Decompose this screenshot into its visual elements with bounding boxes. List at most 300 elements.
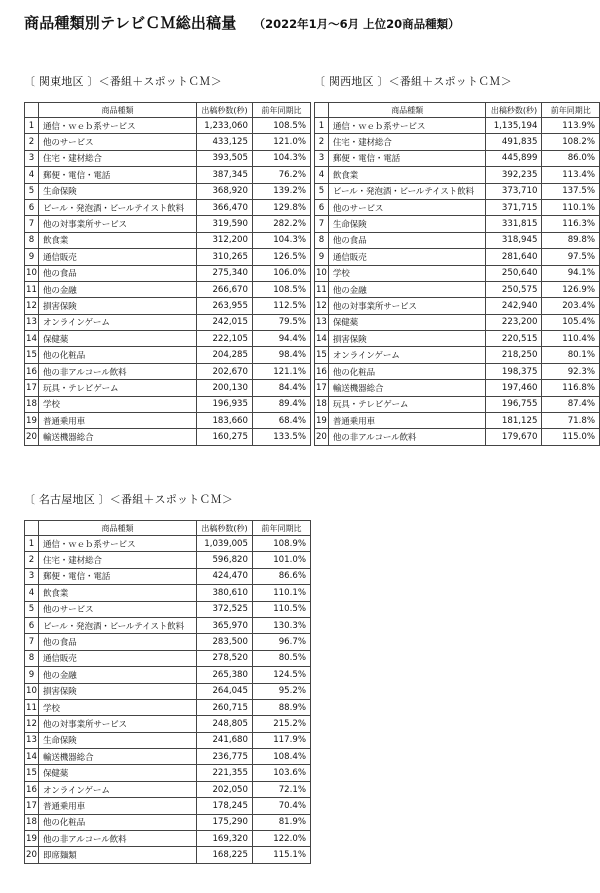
seconds-cell: 1,135,194 <box>486 118 542 134</box>
seconds-cell: 387,345 <box>197 167 253 183</box>
rank-cell: 5 <box>25 183 39 199</box>
rank-cell: 17 <box>25 798 39 814</box>
table-row <box>25 732 311 748</box>
ratio-cell: 137.5% <box>542 183 600 199</box>
category-cell: 飲食業 <box>39 585 197 601</box>
category-cell: 他の食品 <box>328 232 486 248</box>
category-cell: 他の化粧品 <box>39 347 197 363</box>
rank-cell: 1 <box>315 118 329 134</box>
category-cell: 他のサービス <box>39 134 197 150</box>
seconds-cell: 250,640 <box>486 265 542 281</box>
ratio-cell: 97.5% <box>542 249 600 265</box>
seconds-cell: 179,670 <box>486 429 542 445</box>
seconds-cell: 372,525 <box>197 601 253 617</box>
seconds-cell: 160,275 <box>197 429 253 445</box>
seconds-cell: 178,245 <box>197 798 253 814</box>
ratio-cell: 113.9% <box>542 118 600 134</box>
table-row <box>315 413 600 429</box>
ratio-cell: 72.1% <box>253 781 311 797</box>
table-row <box>25 167 311 183</box>
table-header-row <box>25 103 311 118</box>
table-row <box>315 265 600 281</box>
category-cell: 他の化粧品 <box>39 814 197 830</box>
category-cell: オンラインゲーム <box>39 314 197 330</box>
table-row <box>315 380 600 396</box>
table-row <box>315 314 600 330</box>
seconds-cell: 242,940 <box>486 298 542 314</box>
category-cell: 通信・ｗｅｂ系サービス <box>39 118 197 134</box>
table-row <box>25 814 311 830</box>
table-row <box>25 413 311 429</box>
table-row <box>25 429 311 445</box>
seconds-cell: 319,590 <box>197 216 253 232</box>
ratio-cell: 106.0% <box>253 265 311 281</box>
rank-cell: 3 <box>25 150 39 166</box>
category-cell: 他の対事業所サービス <box>39 716 197 732</box>
category-cell: 生命保険 <box>39 183 197 199</box>
ratio-cell: 121.0% <box>253 134 311 150</box>
seconds-cell: 168,225 <box>197 847 253 863</box>
header-category: 商品種類 <box>39 521 197 536</box>
kanto-ranking-table <box>24 102 311 446</box>
ratio-cell: 126.9% <box>542 281 600 297</box>
category-cell: 保健薬 <box>39 331 197 347</box>
header-category: 商品種類 <box>328 103 486 118</box>
ratio-cell: 96.7% <box>253 634 311 650</box>
rank-cell: 2 <box>25 134 39 150</box>
table-row <box>25 183 311 199</box>
seconds-cell: 310,265 <box>197 249 253 265</box>
seconds-cell: 366,470 <box>197 199 253 215</box>
ratio-cell: 80.5% <box>253 650 311 666</box>
ratio-cell: 124.5% <box>253 667 311 683</box>
table-row <box>315 134 600 150</box>
rank-cell: 15 <box>25 347 39 363</box>
page-title: 商品種類別テレビＣＭ総出稿量 <box>24 14 237 32</box>
category-cell: 飲食業 <box>328 167 486 183</box>
seconds-cell: 223,200 <box>486 314 542 330</box>
seconds-cell: 392,235 <box>486 167 542 183</box>
rank-cell: 5 <box>25 601 39 617</box>
rank-cell: 9 <box>315 249 329 265</box>
rank-cell: 6 <box>315 199 329 215</box>
ratio-cell: 80.1% <box>542 347 600 363</box>
header-ratio: 前年同期比 <box>253 103 311 118</box>
rank-cell: 8 <box>25 232 39 248</box>
table-row <box>25 347 311 363</box>
seconds-cell: 275,340 <box>197 265 253 281</box>
category-cell: 損害保険 <box>39 298 197 314</box>
category-cell: オンラインゲーム <box>328 347 486 363</box>
table-row <box>25 585 311 601</box>
ratio-cell: 94.4% <box>253 331 311 347</box>
seconds-cell: 373,710 <box>486 183 542 199</box>
rank-cell: 4 <box>25 167 39 183</box>
seconds-cell: 236,775 <box>197 749 253 765</box>
table-row <box>315 298 600 314</box>
header-rank <box>25 103 39 118</box>
rank-cell: 16 <box>25 363 39 379</box>
rank-cell: 9 <box>25 667 39 683</box>
table-row <box>315 429 600 445</box>
ratio-cell: 203.4% <box>542 298 600 314</box>
seconds-cell: 263,955 <box>197 298 253 314</box>
ratio-cell: 79.5% <box>253 314 311 330</box>
rank-cell: 2 <box>25 552 39 568</box>
ratio-cell: 121.1% <box>253 363 311 379</box>
category-cell: 学校 <box>39 699 197 715</box>
table-row <box>25 265 311 281</box>
ratio-cell: 110.1% <box>253 585 311 601</box>
seconds-cell: 281,640 <box>486 249 542 265</box>
rank-cell: 1 <box>25 536 39 552</box>
seconds-cell: 393,505 <box>197 150 253 166</box>
rank-cell: 10 <box>315 265 329 281</box>
rank-cell: 11 <box>25 699 39 715</box>
ratio-cell: 88.9% <box>253 699 311 715</box>
seconds-cell: 266,670 <box>197 281 253 297</box>
table-row <box>25 380 311 396</box>
ratio-cell: 115.0% <box>542 429 600 445</box>
header-seconds: 出稿秒数(秒) <box>486 103 542 118</box>
ratio-cell: 105.4% <box>542 314 600 330</box>
category-cell: 通信販売 <box>39 650 197 666</box>
ratio-cell: 130.3% <box>253 617 311 633</box>
rank-cell: 20 <box>25 847 39 863</box>
seconds-cell: 202,670 <box>197 363 253 379</box>
rank-cell: 13 <box>25 314 39 330</box>
nagoya-section-label: 〔 名古屋地区 〕＜番組＋スポットＣＭ＞ <box>24 493 233 506</box>
table-row <box>25 199 311 215</box>
table-row <box>315 183 600 199</box>
rank-cell: 12 <box>25 298 39 314</box>
rank-cell: 10 <box>25 265 39 281</box>
table-row <box>25 396 311 412</box>
rank-cell: 11 <box>315 281 329 297</box>
seconds-cell: 218,250 <box>486 347 542 363</box>
seconds-cell: 242,015 <box>197 314 253 330</box>
table-row <box>315 167 600 183</box>
rank-cell: 7 <box>25 634 39 650</box>
category-cell: 飲食業 <box>39 232 197 248</box>
rank-cell: 14 <box>315 331 329 347</box>
ratio-cell: 110.4% <box>542 331 600 347</box>
seconds-cell: 220,515 <box>486 331 542 347</box>
nagoya-section <box>24 492 311 864</box>
ratio-cell: 122.0% <box>253 831 311 847</box>
ratio-cell: 98.4% <box>253 347 311 363</box>
table-row <box>25 281 311 297</box>
table-row <box>315 199 600 215</box>
ratio-cell: 126.5% <box>253 249 311 265</box>
rank-cell: 19 <box>25 413 39 429</box>
rank-cell: 18 <box>315 396 329 412</box>
header-ratio: 前年同期比 <box>253 521 311 536</box>
seconds-cell: 202,050 <box>197 781 253 797</box>
ratio-cell: 76.2% <box>253 167 311 183</box>
header-ratio: 前年同期比 <box>542 103 600 118</box>
rank-cell: 17 <box>25 380 39 396</box>
category-cell: 即席麺類 <box>39 847 197 863</box>
category-cell: オンラインゲーム <box>39 781 197 797</box>
seconds-cell: 491,835 <box>486 134 542 150</box>
nagoya-ranking-table <box>24 520 311 864</box>
ratio-cell: 101.0% <box>253 552 311 568</box>
category-cell: 輸送機器総合 <box>39 749 197 765</box>
rank-cell: 3 <box>25 568 39 584</box>
kansai-ranking-table <box>314 102 600 446</box>
seconds-cell: 318,945 <box>486 232 542 248</box>
category-cell: 郵便・電信・電話 <box>39 167 197 183</box>
category-cell: 輸送機器総合 <box>328 380 486 396</box>
category-cell: 他の化粧品 <box>328 363 486 379</box>
rank-cell: 16 <box>315 363 329 379</box>
seconds-cell: 283,500 <box>197 634 253 650</box>
category-cell: 通信販売 <box>39 249 197 265</box>
table-row <box>25 601 311 617</box>
rank-cell: 12 <box>25 716 39 732</box>
seconds-cell: 221,355 <box>197 765 253 781</box>
category-cell: 普通乗用車 <box>39 798 197 814</box>
seconds-cell: 371,715 <box>486 199 542 215</box>
category-cell: 生命保険 <box>328 216 486 232</box>
category-cell: ビール・発泡酒・ビールテイスト飲料 <box>328 183 486 199</box>
kansai-section-label: 〔 関西地区 〕＜番組＋スポットＣＭ＞ <box>314 75 512 88</box>
category-cell: ビール・発泡酒・ビールテイスト飲料 <box>39 199 197 215</box>
rank-cell: 13 <box>315 314 329 330</box>
ratio-cell: 108.2% <box>542 134 600 150</box>
category-cell: ビール・発泡酒・ビールテイスト飲料 <box>39 617 197 633</box>
table-row <box>25 552 311 568</box>
table-row <box>315 249 600 265</box>
ratio-cell: 108.4% <box>253 749 311 765</box>
ratio-cell: 104.3% <box>253 232 311 248</box>
seconds-cell: 197,460 <box>486 380 542 396</box>
category-cell: 住宅・建材総合 <box>39 150 197 166</box>
rank-cell: 18 <box>25 814 39 830</box>
category-cell: 他の食品 <box>39 265 197 281</box>
ratio-cell: 89.4% <box>253 396 311 412</box>
seconds-cell: 368,920 <box>197 183 253 199</box>
category-cell: 住宅・建材総合 <box>39 552 197 568</box>
table-row <box>25 118 311 134</box>
seconds-cell: 248,805 <box>197 716 253 732</box>
seconds-cell: 265,380 <box>197 667 253 683</box>
category-cell: 通信・ｗｅｂ系サービス <box>39 536 197 552</box>
ratio-cell: 92.3% <box>542 363 600 379</box>
ratio-cell: 95.2% <box>253 683 311 699</box>
ratio-cell: 115.1% <box>253 847 311 863</box>
ratio-cell: 81.9% <box>253 814 311 830</box>
table-row <box>315 363 600 379</box>
ratio-cell: 215.2% <box>253 716 311 732</box>
rank-cell: 20 <box>315 429 329 445</box>
ratio-cell: 133.5% <box>253 429 311 445</box>
rank-cell: 18 <box>25 396 39 412</box>
ratio-cell: 110.1% <box>542 199 600 215</box>
header-rank <box>315 103 329 118</box>
ratio-cell: 94.1% <box>542 265 600 281</box>
category-cell: 他のサービス <box>39 601 197 617</box>
table-row <box>315 331 600 347</box>
rank-cell: 9 <box>25 249 39 265</box>
category-cell: 他のサービス <box>328 199 486 215</box>
rank-cell: 13 <box>25 732 39 748</box>
rank-cell: 20 <box>25 429 39 445</box>
table-row <box>25 650 311 666</box>
seconds-cell: 196,755 <box>486 396 542 412</box>
ratio-cell: 116.3% <box>542 216 600 232</box>
category-cell: 住宅・建材総合 <box>328 134 486 150</box>
rank-cell: 17 <box>315 380 329 396</box>
page-header <box>24 12 460 33</box>
table-row <box>25 568 311 584</box>
seconds-cell: 380,610 <box>197 585 253 601</box>
ratio-cell: 103.6% <box>253 765 311 781</box>
header-rank <box>25 521 39 536</box>
table-row <box>25 699 311 715</box>
category-cell: 他の非アルコール飲料 <box>39 831 197 847</box>
seconds-cell: 260,715 <box>197 699 253 715</box>
category-cell: 輸送機器総合 <box>39 429 197 445</box>
table-row <box>25 749 311 765</box>
category-cell: 他の非アルコール飲料 <box>328 429 486 445</box>
ratio-cell: 129.8% <box>253 199 311 215</box>
ratio-cell: 87.4% <box>542 396 600 412</box>
seconds-cell: 312,200 <box>197 232 253 248</box>
seconds-cell: 433,125 <box>197 134 253 150</box>
table-row <box>25 847 311 863</box>
seconds-cell: 250,575 <box>486 281 542 297</box>
seconds-cell: 1,039,005 <box>197 536 253 552</box>
rank-cell: 2 <box>315 134 329 150</box>
rank-cell: 15 <box>25 765 39 781</box>
table-row <box>25 716 311 732</box>
seconds-cell: 181,125 <box>486 413 542 429</box>
seconds-cell: 196,935 <box>197 396 253 412</box>
ratio-cell: 110.5% <box>253 601 311 617</box>
ratio-cell: 84.4% <box>253 380 311 396</box>
table-row <box>25 249 311 265</box>
rank-cell: 14 <box>25 749 39 765</box>
header-category: 商品種類 <box>39 103 197 118</box>
seconds-cell: 204,285 <box>197 347 253 363</box>
category-cell: 玩具・テレビゲーム <box>39 380 197 396</box>
table-row <box>315 232 600 248</box>
rank-cell: 6 <box>25 617 39 633</box>
ratio-cell: 108.9% <box>253 536 311 552</box>
table-row <box>25 765 311 781</box>
kansai-section <box>314 74 600 446</box>
table-row <box>25 232 311 248</box>
category-cell: 玩具・テレビゲーム <box>328 396 486 412</box>
rank-cell: 10 <box>25 683 39 699</box>
table-row <box>25 150 311 166</box>
rank-cell: 5 <box>315 183 329 199</box>
table-row <box>315 281 600 297</box>
rank-cell: 15 <box>315 347 329 363</box>
table-header-row <box>25 521 311 536</box>
table-row <box>315 347 600 363</box>
table-row <box>315 118 600 134</box>
table-row <box>25 683 311 699</box>
ratio-cell: 116.8% <box>542 380 600 396</box>
rank-cell: 4 <box>315 167 329 183</box>
seconds-cell: 331,815 <box>486 216 542 232</box>
ratio-cell: 70.4% <box>253 798 311 814</box>
rank-cell: 6 <box>25 199 39 215</box>
seconds-cell: 183,660 <box>197 413 253 429</box>
seconds-cell: 424,470 <box>197 568 253 584</box>
category-cell: 保健薬 <box>39 765 197 781</box>
table-row <box>25 216 311 232</box>
table-row <box>25 298 311 314</box>
category-cell: 学校 <box>328 265 486 281</box>
table-row <box>315 396 600 412</box>
seconds-cell: 445,899 <box>486 150 542 166</box>
category-cell: 通信・ｗｅｂ系サービス <box>328 118 486 134</box>
ratio-cell: 108.5% <box>253 281 311 297</box>
ratio-cell: 282.2% <box>253 216 311 232</box>
category-cell: 他の非アルコール飲料 <box>39 363 197 379</box>
rank-cell: 1 <box>25 118 39 134</box>
table-row <box>25 331 311 347</box>
seconds-cell: 169,320 <box>197 831 253 847</box>
rank-cell: 14 <box>25 331 39 347</box>
seconds-cell: 596,820 <box>197 552 253 568</box>
category-cell: 損害保険 <box>328 331 486 347</box>
ratio-cell: 68.4% <box>253 413 311 429</box>
ratio-cell: 117.9% <box>253 732 311 748</box>
table-row <box>25 831 311 847</box>
category-cell: 他の金融 <box>39 281 197 297</box>
category-cell: 他の食品 <box>39 634 197 650</box>
ratio-cell: 104.3% <box>253 150 311 166</box>
seconds-cell: 278,520 <box>197 650 253 666</box>
category-cell: 郵便・電信・電話 <box>39 568 197 584</box>
rank-cell: 8 <box>315 232 329 248</box>
kanto-section <box>24 74 311 446</box>
page-subtitle: （2022年1月～6月 上位20商品種類） <box>253 17 460 31</box>
ratio-cell: 139.2% <box>253 183 311 199</box>
seconds-cell: 1,233,060 <box>197 118 253 134</box>
category-cell: 郵便・電信・電話 <box>328 150 486 166</box>
table-row <box>25 781 311 797</box>
rank-cell: 11 <box>25 281 39 297</box>
table-row <box>25 536 311 552</box>
kanto-section-label: 〔 関東地区 〕＜番組＋スポットＣＭ＞ <box>24 75 222 88</box>
table-row <box>315 216 600 232</box>
category-cell: 通信販売 <box>328 249 486 265</box>
category-cell: 他の対事業所サービス <box>39 216 197 232</box>
rank-cell: 8 <box>25 650 39 666</box>
rank-cell: 7 <box>315 216 329 232</box>
table-row <box>25 363 311 379</box>
table-row <box>25 617 311 633</box>
ratio-cell: 86.6% <box>253 568 311 584</box>
rank-cell: 16 <box>25 781 39 797</box>
category-cell: 他の金融 <box>39 667 197 683</box>
ratio-cell: 89.8% <box>542 232 600 248</box>
category-cell: 生命保険 <box>39 732 197 748</box>
table-row <box>25 798 311 814</box>
category-cell: 他の対事業所サービス <box>328 298 486 314</box>
ratio-cell: 86.0% <box>542 150 600 166</box>
table-row <box>25 134 311 150</box>
ratio-cell: 113.4% <box>542 167 600 183</box>
header-seconds: 出稿秒数(秒) <box>197 521 253 536</box>
rank-cell: 4 <box>25 585 39 601</box>
